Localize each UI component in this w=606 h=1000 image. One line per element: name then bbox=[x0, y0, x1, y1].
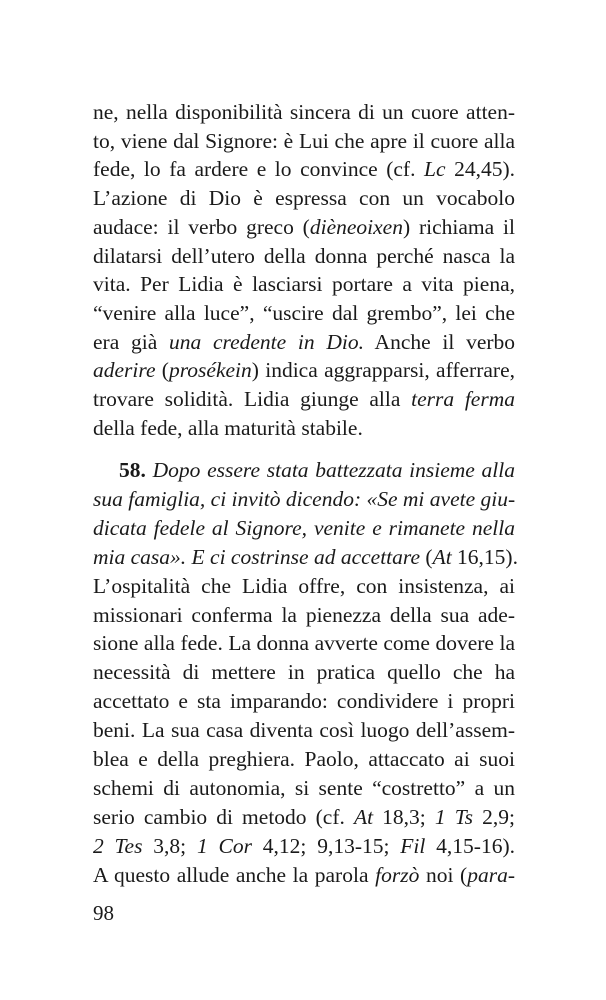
text-line: beni. La sua casa diventa così luogo dell’assem- bbox=[93, 718, 515, 743]
text-line: mia casa». E ci costrinse ad accettare (At 16,15). bbox=[93, 544, 518, 569]
text-line: blea e della preghiera. Paolo, attaccato ai suoi bbox=[93, 747, 515, 771]
page-number: 98 bbox=[93, 901, 114, 925]
text-line: dilatarsi dell’utero della donna perché nasca la bbox=[93, 243, 515, 268]
text-line: ne, nella disponibilità sincera di un cuore atten- bbox=[93, 100, 515, 124]
text-line: dicata fedele al Signore, venite e rimanete nella bbox=[93, 515, 515, 540]
text-line: della fede, alla maturità stabile. bbox=[93, 415, 363, 440]
text-line: audace: il verbo greco (dièneoixen) richiama il bbox=[93, 214, 515, 239]
text-line: 58. Dopo essere stata battezzata insieme alla bbox=[119, 458, 516, 482]
text-line: A questo allude anche la parola forzò noi (para- bbox=[93, 862, 515, 887]
text-line: sione alla fede. La donna avverte come dovere la bbox=[93, 631, 515, 656]
text-line: sua famiglia, ci invitò dicendo: «Se mi avete giu- bbox=[93, 486, 516, 511]
text-line: vita. Per Lidia è lasciarsi portare a vita piena, bbox=[93, 272, 515, 297]
text-line: serio cambio di metodo (cf. At 18,3; 1 Ts 2,9; bbox=[93, 804, 515, 829]
text-line: L’azione di Dio è espressa con un vocabolo bbox=[93, 186, 515, 211]
text-line: aderire (prosékein) indica aggrapparsi, afferrare, bbox=[93, 358, 515, 383]
text-line: “venire alla luce”, “uscire dal grembo”, lei che bbox=[93, 300, 515, 325]
text-line: necessità di mettere in pratica quello che ha bbox=[93, 660, 515, 685]
text-line: accettato e sta imparando: condividere i propri bbox=[93, 689, 515, 714]
text-line: trovare solidità. Lidia giunge alla terra ferma bbox=[93, 387, 515, 411]
text-line: fede, lo fa ardere e lo convince (cf. Lc 24,45). bbox=[93, 157, 515, 182]
text-line: missionari conferma la pienezza della sua ade- bbox=[93, 602, 515, 627]
text-line: era già una credente in Dio. Anche il verbo bbox=[93, 329, 516, 354]
text-line: L’ospitalità che Lidia offre, con insistenza, ai bbox=[93, 573, 515, 598]
text-line: schemi di autonomia, si sente “costretto” a un bbox=[93, 775, 515, 800]
text-line: 2 Tes 3,8; 1 Cor 4,12; 9,13-15; Fil 4,15-16). bbox=[93, 833, 516, 858]
text-line: to, viene dal Signore: è Lui che apre il cuore alla bbox=[93, 128, 515, 153]
